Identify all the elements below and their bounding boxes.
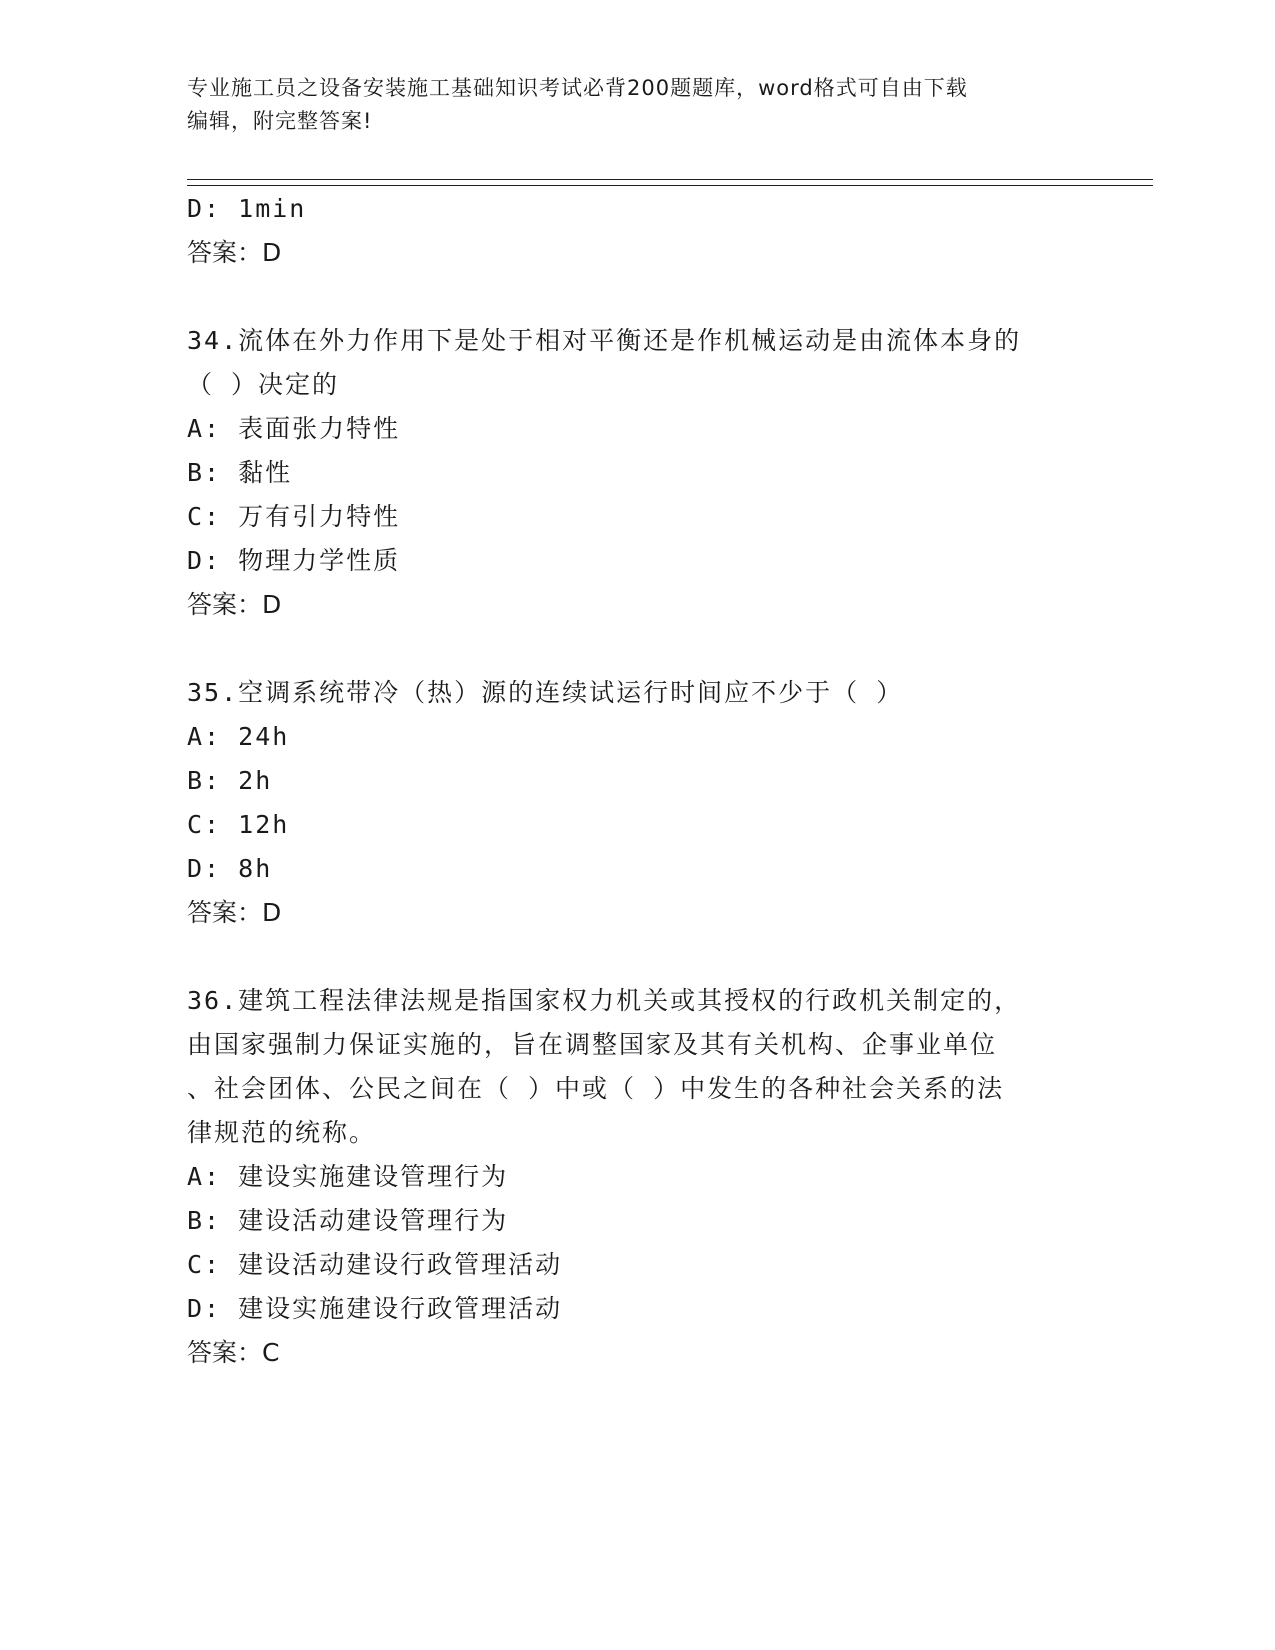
q36-stem-line-1: 36.建筑工程法律法规是指国家权力机关或其授权的行政机关制定的， [187, 986, 1022, 1015]
q34-stem-line-1: 34.流体在外力作用下是处于相对平衡还是作机械运动是由流体本身的 [187, 326, 1022, 355]
q34-option-c: C: 万有引力特性 [187, 502, 401, 531]
prev-question-answer: 答案：D [187, 238, 282, 267]
q35-stem-line-1: 35.空调系统带冷（热）源的连续试运行时间应不少于（ ） [187, 678, 904, 707]
header-divider-bottom [187, 185, 1153, 186]
q35-answer: 答案：D [187, 898, 282, 927]
q35-option-b: B: 2h [187, 766, 273, 795]
q36-stem-line-4: 律规范的统称。 [187, 1118, 377, 1147]
q34-option-b: B: 黏性 [187, 458, 293, 487]
prev-question-option-d: D: 1min [187, 194, 307, 223]
q35-option-a: A: 24h [187, 722, 290, 751]
q34-option-d: D: 物理力学性质 [187, 546, 401, 575]
q36-stem-line-2: 由国家强制力保证实施的，旨在调整国家及其有关机构、企事业单位 [187, 1030, 998, 1059]
q35-option-c: C: 12h [187, 810, 290, 839]
header-title-line-1: 专业施工员之设备安装施工基础知识考试必背200题题库，word格式可自由下载 [187, 76, 968, 100]
q36-answer: 答案：C [187, 1338, 280, 1367]
q36-stem-line-3: 、社会团体、公民之间在（ ）中或（ ）中发生的各种社会关系的法 [187, 1074, 1005, 1103]
header-divider-top [187, 179, 1153, 180]
q36-option-d: D: 建设实施建设行政管理活动 [187, 1294, 563, 1323]
q35-option-d: D: 8h [187, 854, 273, 883]
document-header [187, 72, 1067, 138]
q34-option-a: A: 表面张力特性 [187, 414, 401, 443]
q36-option-b: B: 建设活动建设管理行为 [187, 1206, 509, 1235]
header-title-line-2: 编辑，附完整答案! [187, 109, 373, 133]
q34-stem-line-2: （ ）决定的 [187, 370, 340, 399]
q34-answer: 答案：D [187, 590, 282, 619]
q36-option-c: C: 建设活动建设行政管理活动 [187, 1250, 563, 1279]
q36-option-a: A: 建设实施建设管理行为 [187, 1162, 509, 1191]
